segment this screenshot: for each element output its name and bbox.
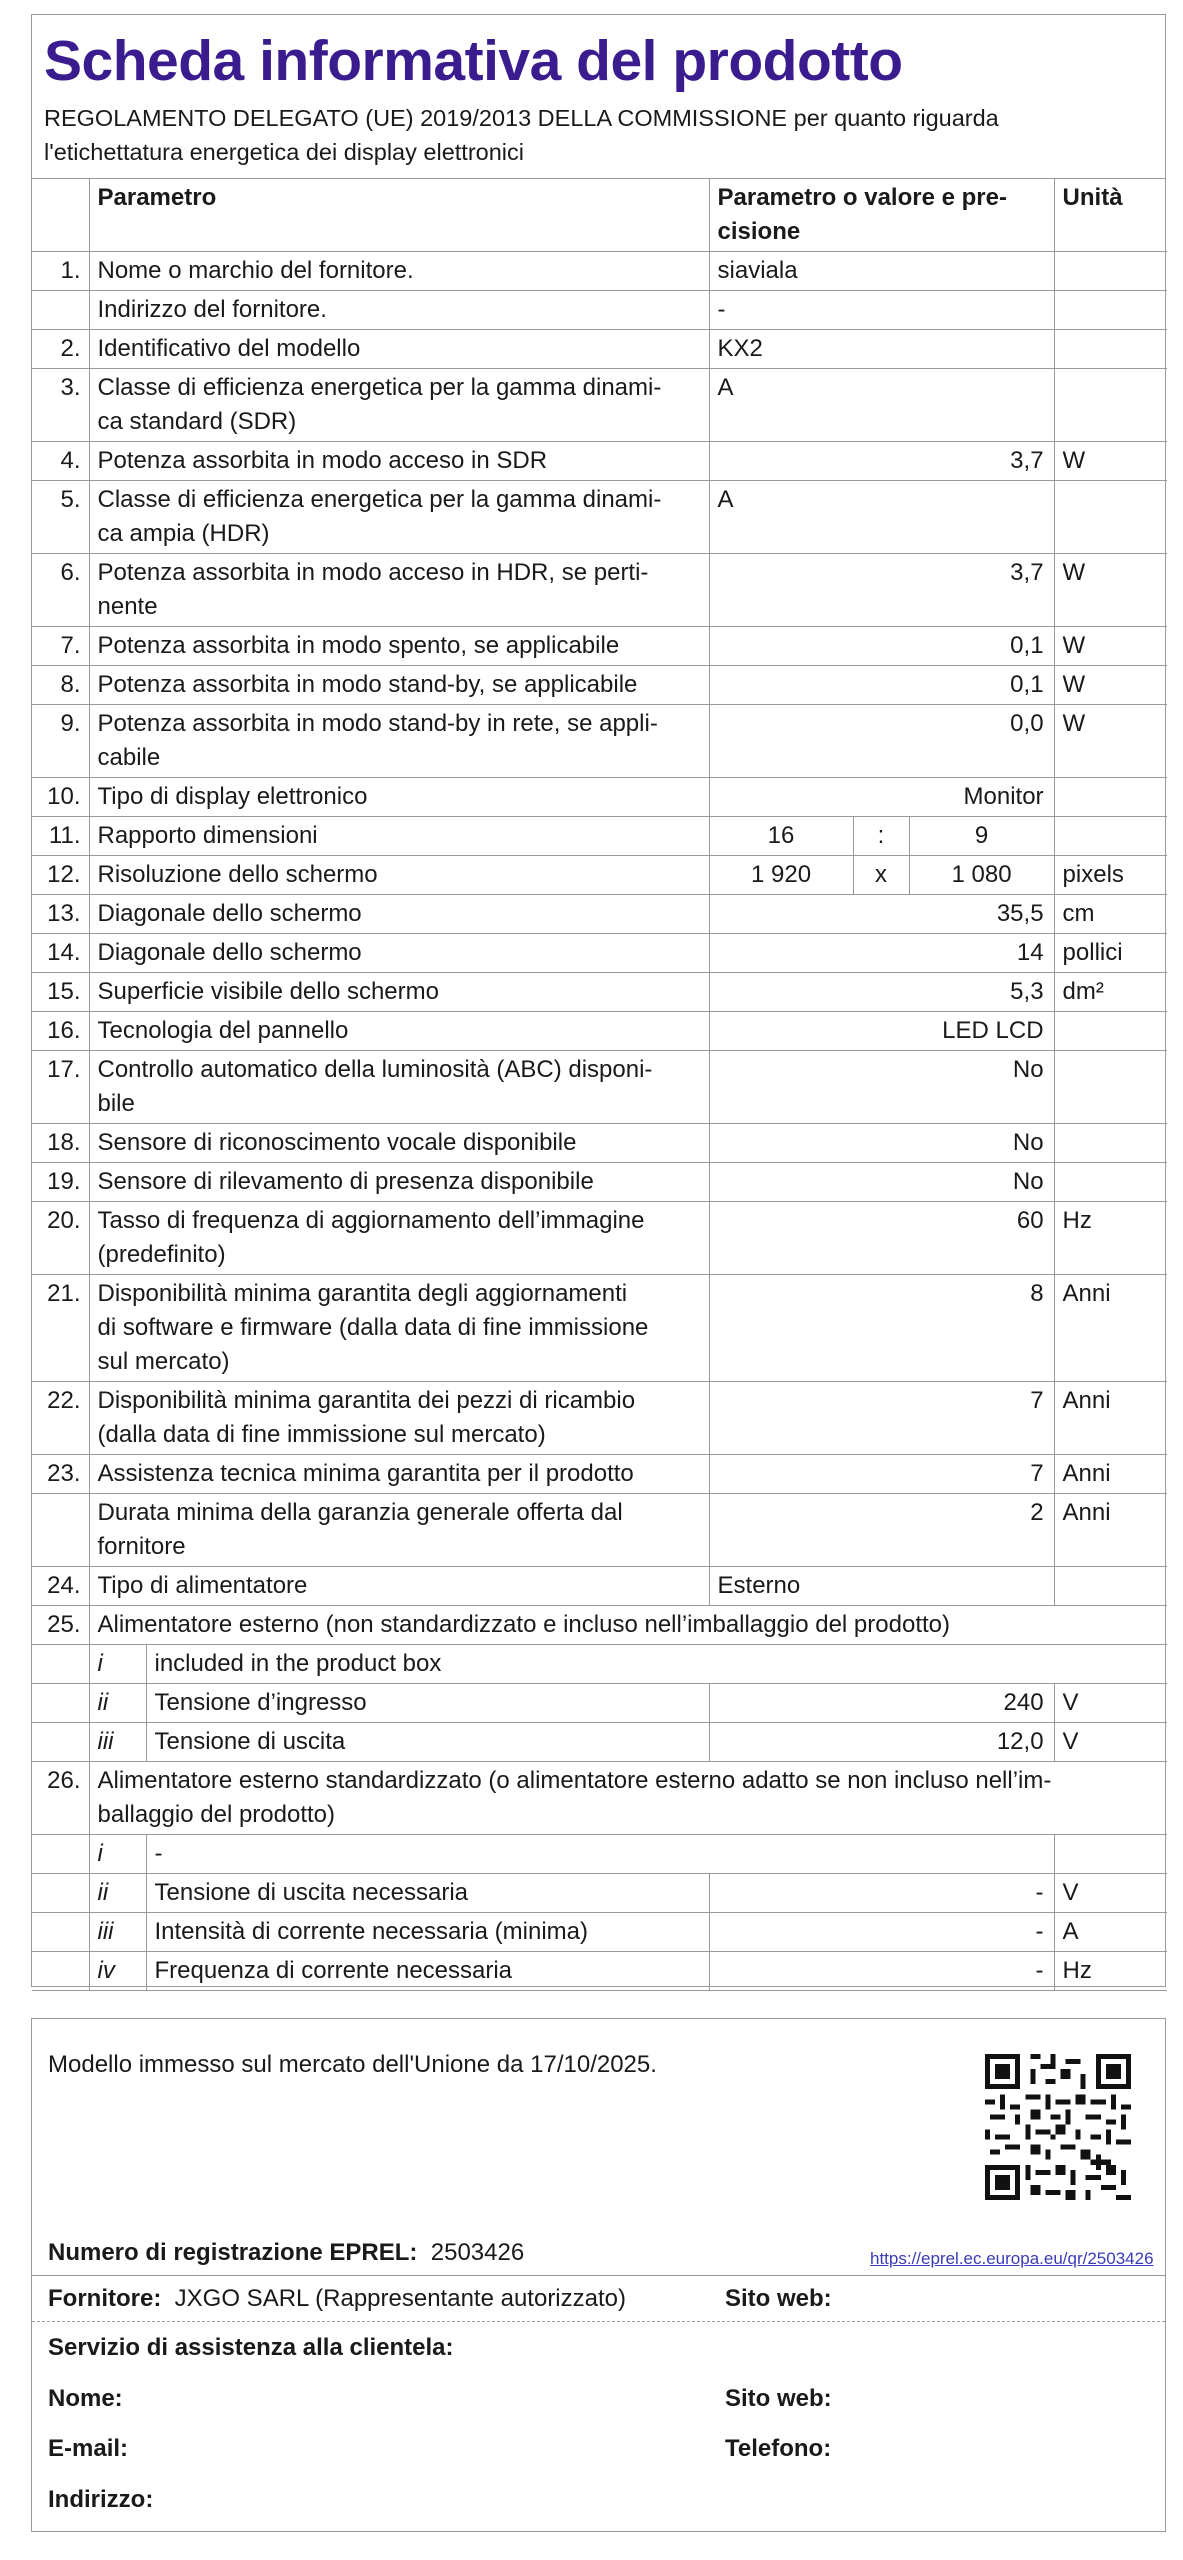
sheet-header	[32, 15, 1165, 179]
table-row: 21. Disponibilità minima garantita degli aggiornamenti di software e firmware (dalla data di fine immissione sul mercato) 8 Anni	[32, 1275, 1167, 1382]
table-row: ii Tensione d’ingresso 240 V	[32, 1684, 1167, 1723]
address-label: Indirizzo:	[48, 2486, 154, 2513]
col-header-unit: Unità	[1054, 179, 1167, 252]
table-row: 26. Alimentatore esterno standardizzato (o alimentatore esterno adatto se non incluso nell’im- ballaggio del prodotto)	[32, 1762, 1167, 1835]
table-row: 22. Disponibilità minima garantita dei pezzi di ricambio (dalla data di fine immissione sul mercato) 7 Anni	[32, 1382, 1167, 1455]
table-row: 16. Tecnologia del pannello LED LCD	[32, 1012, 1167, 1051]
table-row: 24. Tipo di alimentatore Esterno	[32, 1567, 1167, 1606]
supplier-website-label: Sito web:	[725, 2285, 832, 2312]
table-row: Indirizzo del fornitore. -	[32, 291, 1167, 330]
table-row: 6. Potenza assorbita in modo acceso in HDR, se perti- nente 3,7 W	[32, 554, 1167, 627]
customer-service-label: Servizio di assistenza alla clientela:	[48, 2334, 454, 2361]
spec-table	[32, 179, 1167, 1991]
page-title: Scheda informativa del prodotto	[44, 29, 903, 93]
divider	[32, 2275, 1165, 2276]
market-date-text: Modello immesso sul mercato dell'Unione da 17/10/2025.	[48, 2051, 657, 2078]
table-row: 11. Rapporto dimensioni 16 : 9	[32, 817, 1167, 856]
dashed-divider	[32, 2321, 1165, 2322]
table-row: Durata minima della garanzia generale offerta dal fornitore 2 Anni	[32, 1494, 1167, 1567]
table-row: 17. Controllo automatico della luminosità (ABC) disponi- bile No	[32, 1051, 1167, 1124]
name-label: Nome:	[48, 2385, 123, 2412]
table-row: 20. Tasso di frequenza di aggiornamento dell’immagine (predefinito) 60 Hz	[32, 1202, 1167, 1275]
col-header-parameter: Parametro	[89, 179, 709, 252]
table-row: 15. Superficie visibile dello schermo 5,3 dm²	[32, 973, 1167, 1012]
table-row: 14. Diagonale dello schermo 14 pollici	[32, 934, 1167, 973]
table-row: i -	[32, 1835, 1167, 1874]
table-row: 8. Potenza assorbita in modo stand-by, se applicabile 0,1 W	[32, 666, 1167, 705]
col-header-value: Parametro o valore e pre- cisione	[709, 179, 1054, 252]
qr-code-icon	[985, 2054, 1131, 2200]
table-row: iv Frequenza di corrente necessaria - Hz	[32, 1952, 1167, 1991]
phone-label: Telefono:	[725, 2435, 832, 2462]
email-label: E-mail:	[48, 2435, 129, 2462]
table-row: 4. Potenza assorbita in modo acceso in SDR 3,7 W	[32, 442, 1167, 481]
table-row: 12. Risoluzione dello schermo 1 920 x 1 080 pixels	[32, 856, 1167, 895]
supplier-info-box	[31, 2018, 1166, 2532]
table-row: 2. Identificativo del modello KX2	[32, 330, 1167, 369]
table-row: 7. Potenza assorbita in modo spento, se applicabile 0,1 W	[32, 627, 1167, 666]
table-row: 25. Alimentatore esterno (non standardizzato e incluso nell’imballaggio del prodotto)	[32, 1606, 1167, 1645]
table-row: 1. Nome o marchio del fornitore. siaviala	[32, 252, 1167, 291]
table-row: 3. Classe di efficienza energetica per la gamma dinami- ca standard (SDR) A	[32, 369, 1167, 442]
table-row: 18. Sensore di riconoscimento vocale disponibile No	[32, 1124, 1167, 1163]
table-row: 23. Assistenza tecnica minima garantita per il prodotto 7 Anni	[32, 1455, 1167, 1494]
table-header-row	[32, 179, 1167, 252]
table-row: iii Intensità di corrente necessaria (minima) - A	[32, 1913, 1167, 1952]
product-info-sheet	[31, 14, 1166, 1987]
supplier-line: Fornitore: JXGO SARL (Rappresentante autorizzato)	[48, 2285, 626, 2312]
table-row: 5. Classe di efficienza energetica per la gamma dinami- ca ampia (HDR) A	[32, 481, 1167, 554]
table-row: i included in the product box	[32, 1645, 1167, 1684]
table-row: 9. Potenza assorbita in modo stand-by in rete, se appli- cabile 0,0 W	[32, 705, 1167, 778]
table-row: iii Tensione di uscita 12,0 V	[32, 1723, 1167, 1762]
eprel-link[interactable]: https://eprel.ec.europa.eu/qr/2503426	[870, 2249, 1154, 2268]
service-website-label: Sito web:	[725, 2385, 832, 2412]
table-row: 19. Sensore di rilevamento di presenza disponibile No	[32, 1163, 1167, 1202]
regulation-subtitle: REGOLAMENTO DELEGATO (UE) 2019/2013 DELLA COMMISSIONE per quanto riguarda l'etichettatura energetica dei display elettronici	[44, 105, 999, 165]
eprel-registration: Numero di registrazione EPREL: 2503426	[48, 2239, 525, 2266]
table-row: ii Tensione di uscita necessaria - V	[32, 1874, 1167, 1913]
table-row: 10. Tipo di display elettronico Monitor	[32, 778, 1167, 817]
table-row: 13. Diagonale dello schermo 35,5 cm	[32, 895, 1167, 934]
